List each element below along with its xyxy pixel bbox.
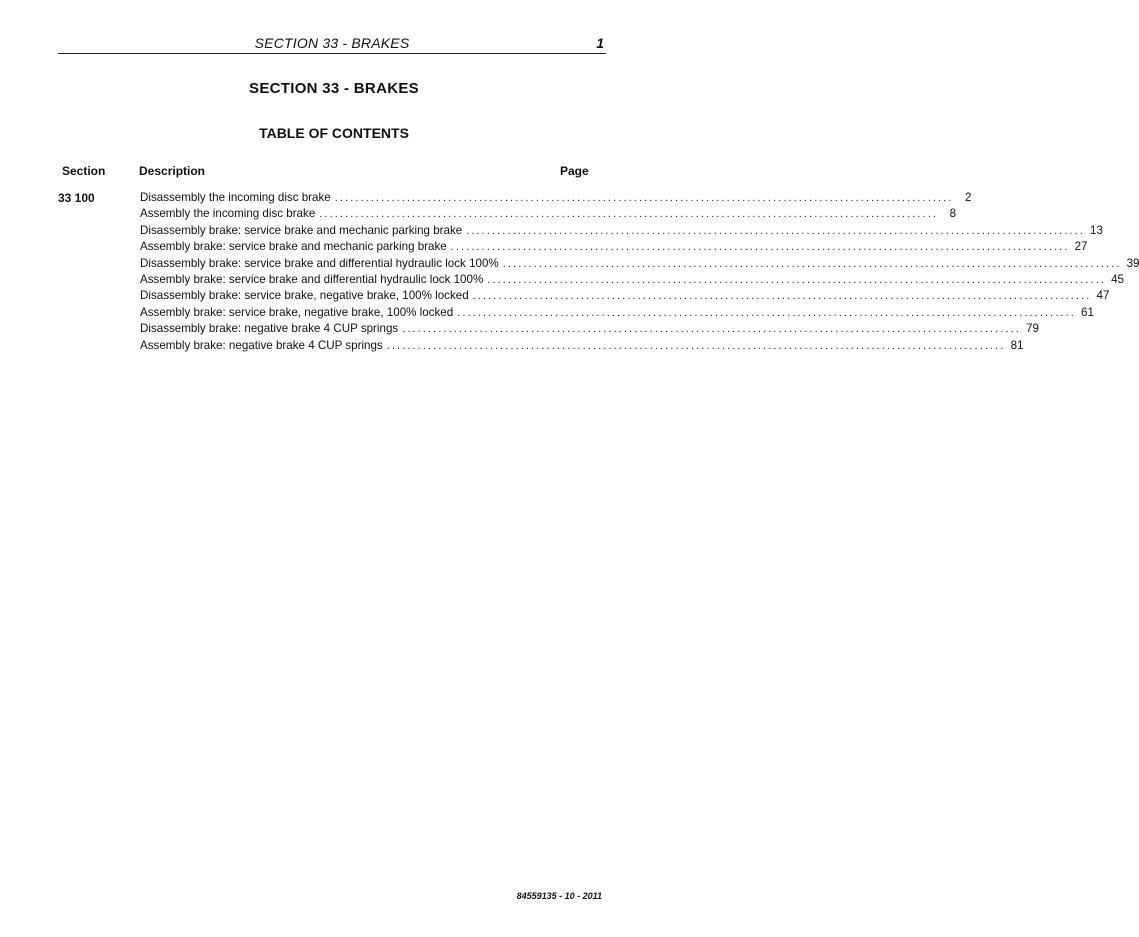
- toc-entry-description: Disassembly the incoming disc brake: [140, 191, 331, 204]
- dot-leader: ........................................................................................................................: [450, 241, 1070, 254]
- column-header-page: Page: [560, 164, 589, 178]
- dot-leader: ........................................................................................................................: [334, 192, 954, 204]
- column-header-section: Section: [62, 164, 106, 178]
- running-header: [58, 33, 606, 54]
- toc-entry-page: 8: [949, 207, 957, 221]
- toc-entry[interactable]: [140, 223, 1103, 240]
- toc-entry[interactable]: [140, 305, 1094, 322]
- dot-leader: ........................................................................................................................: [502, 257, 1122, 270]
- toc-entry-page: 47: [1096, 289, 1110, 303]
- toc-entry[interactable]: [140, 272, 1125, 289]
- toc-list: [140, 191, 1139, 355]
- toc-entry-page: 13: [1090, 223, 1103, 237]
- toc-entry[interactable]: [140, 338, 1024, 355]
- toc-entry-page: 45: [1111, 272, 1125, 286]
- column-header-description: Description: [139, 164, 206, 178]
- page-title: SECTION 33 - BRAKES: [249, 80, 419, 97]
- toc-entry[interactable]: [140, 207, 957, 223]
- toc-entry[interactable]: [140, 322, 1039, 338]
- running-title: SECTION 33 - BRAKES: [254, 35, 410, 51]
- page-number: 1: [596, 35, 604, 51]
- toc-entry[interactable]: [140, 191, 972, 207]
- toc-entry[interactable]: [140, 289, 1110, 305]
- toc-entry-page: 27: [1074, 240, 1088, 254]
- toc-entry-page: 61: [1081, 305, 1094, 319]
- toc-entry-description: Disassembly brake: negative brake 4 CUP springs: [140, 322, 399, 336]
- toc-entry-page: 2: [965, 191, 972, 204]
- toc-entry-description: Assembly brake: service brake and differential hydraulic lock 100%: [140, 272, 484, 286]
- dot-leader: ........................................................................................................................: [402, 323, 1021, 336]
- dot-leader: ........................................................................................................................: [472, 290, 1092, 303]
- toc-entry-description: Assembly brake: service brake and mechanic parking brake: [140, 240, 447, 254]
- dot-leader: ........................................................................................................................: [386, 339, 1006, 352]
- document-code: 84559135 - 10 - 2011: [516, 891, 602, 901]
- toc-title: TABLE OF CONTENTS: [259, 125, 409, 141]
- toc-entry-description: Disassembly brake: service brake and mechanic parking brake: [140, 223, 463, 237]
- toc-entry[interactable]: [140, 240, 1088, 256]
- toc-entry-page: 81: [1010, 338, 1024, 352]
- toc-entry-description: Assembly brake: negative brake 4 CUP springs: [140, 338, 383, 352]
- dot-leader: ........................................................................................................................: [457, 306, 1076, 319]
- toc-entry-description: Disassembly brake: service brake, negative brake, 100% locked: [140, 289, 469, 303]
- dot-leader: ........................................................................................................................: [319, 208, 939, 221]
- toc-entry-description: Assembly brake: service brake, negative brake, 100% locked: [140, 305, 454, 319]
- toc-entry-page: 39: [1126, 256, 1139, 270]
- dot-leader: ........................................................................................................................: [466, 224, 1085, 237]
- toc-entry-description: Disassembly brake: service brake and differential hydraulic lock 100%: [140, 256, 499, 270]
- section-code: 33 100: [58, 191, 95, 205]
- toc-entry-description: Assembly the incoming disc brake: [140, 207, 316, 221]
- dot-leader: ........................................................................................................................: [487, 273, 1107, 286]
- toc-entry-page: 79: [1026, 322, 1039, 336]
- toc-entry[interactable]: [140, 256, 1139, 273]
